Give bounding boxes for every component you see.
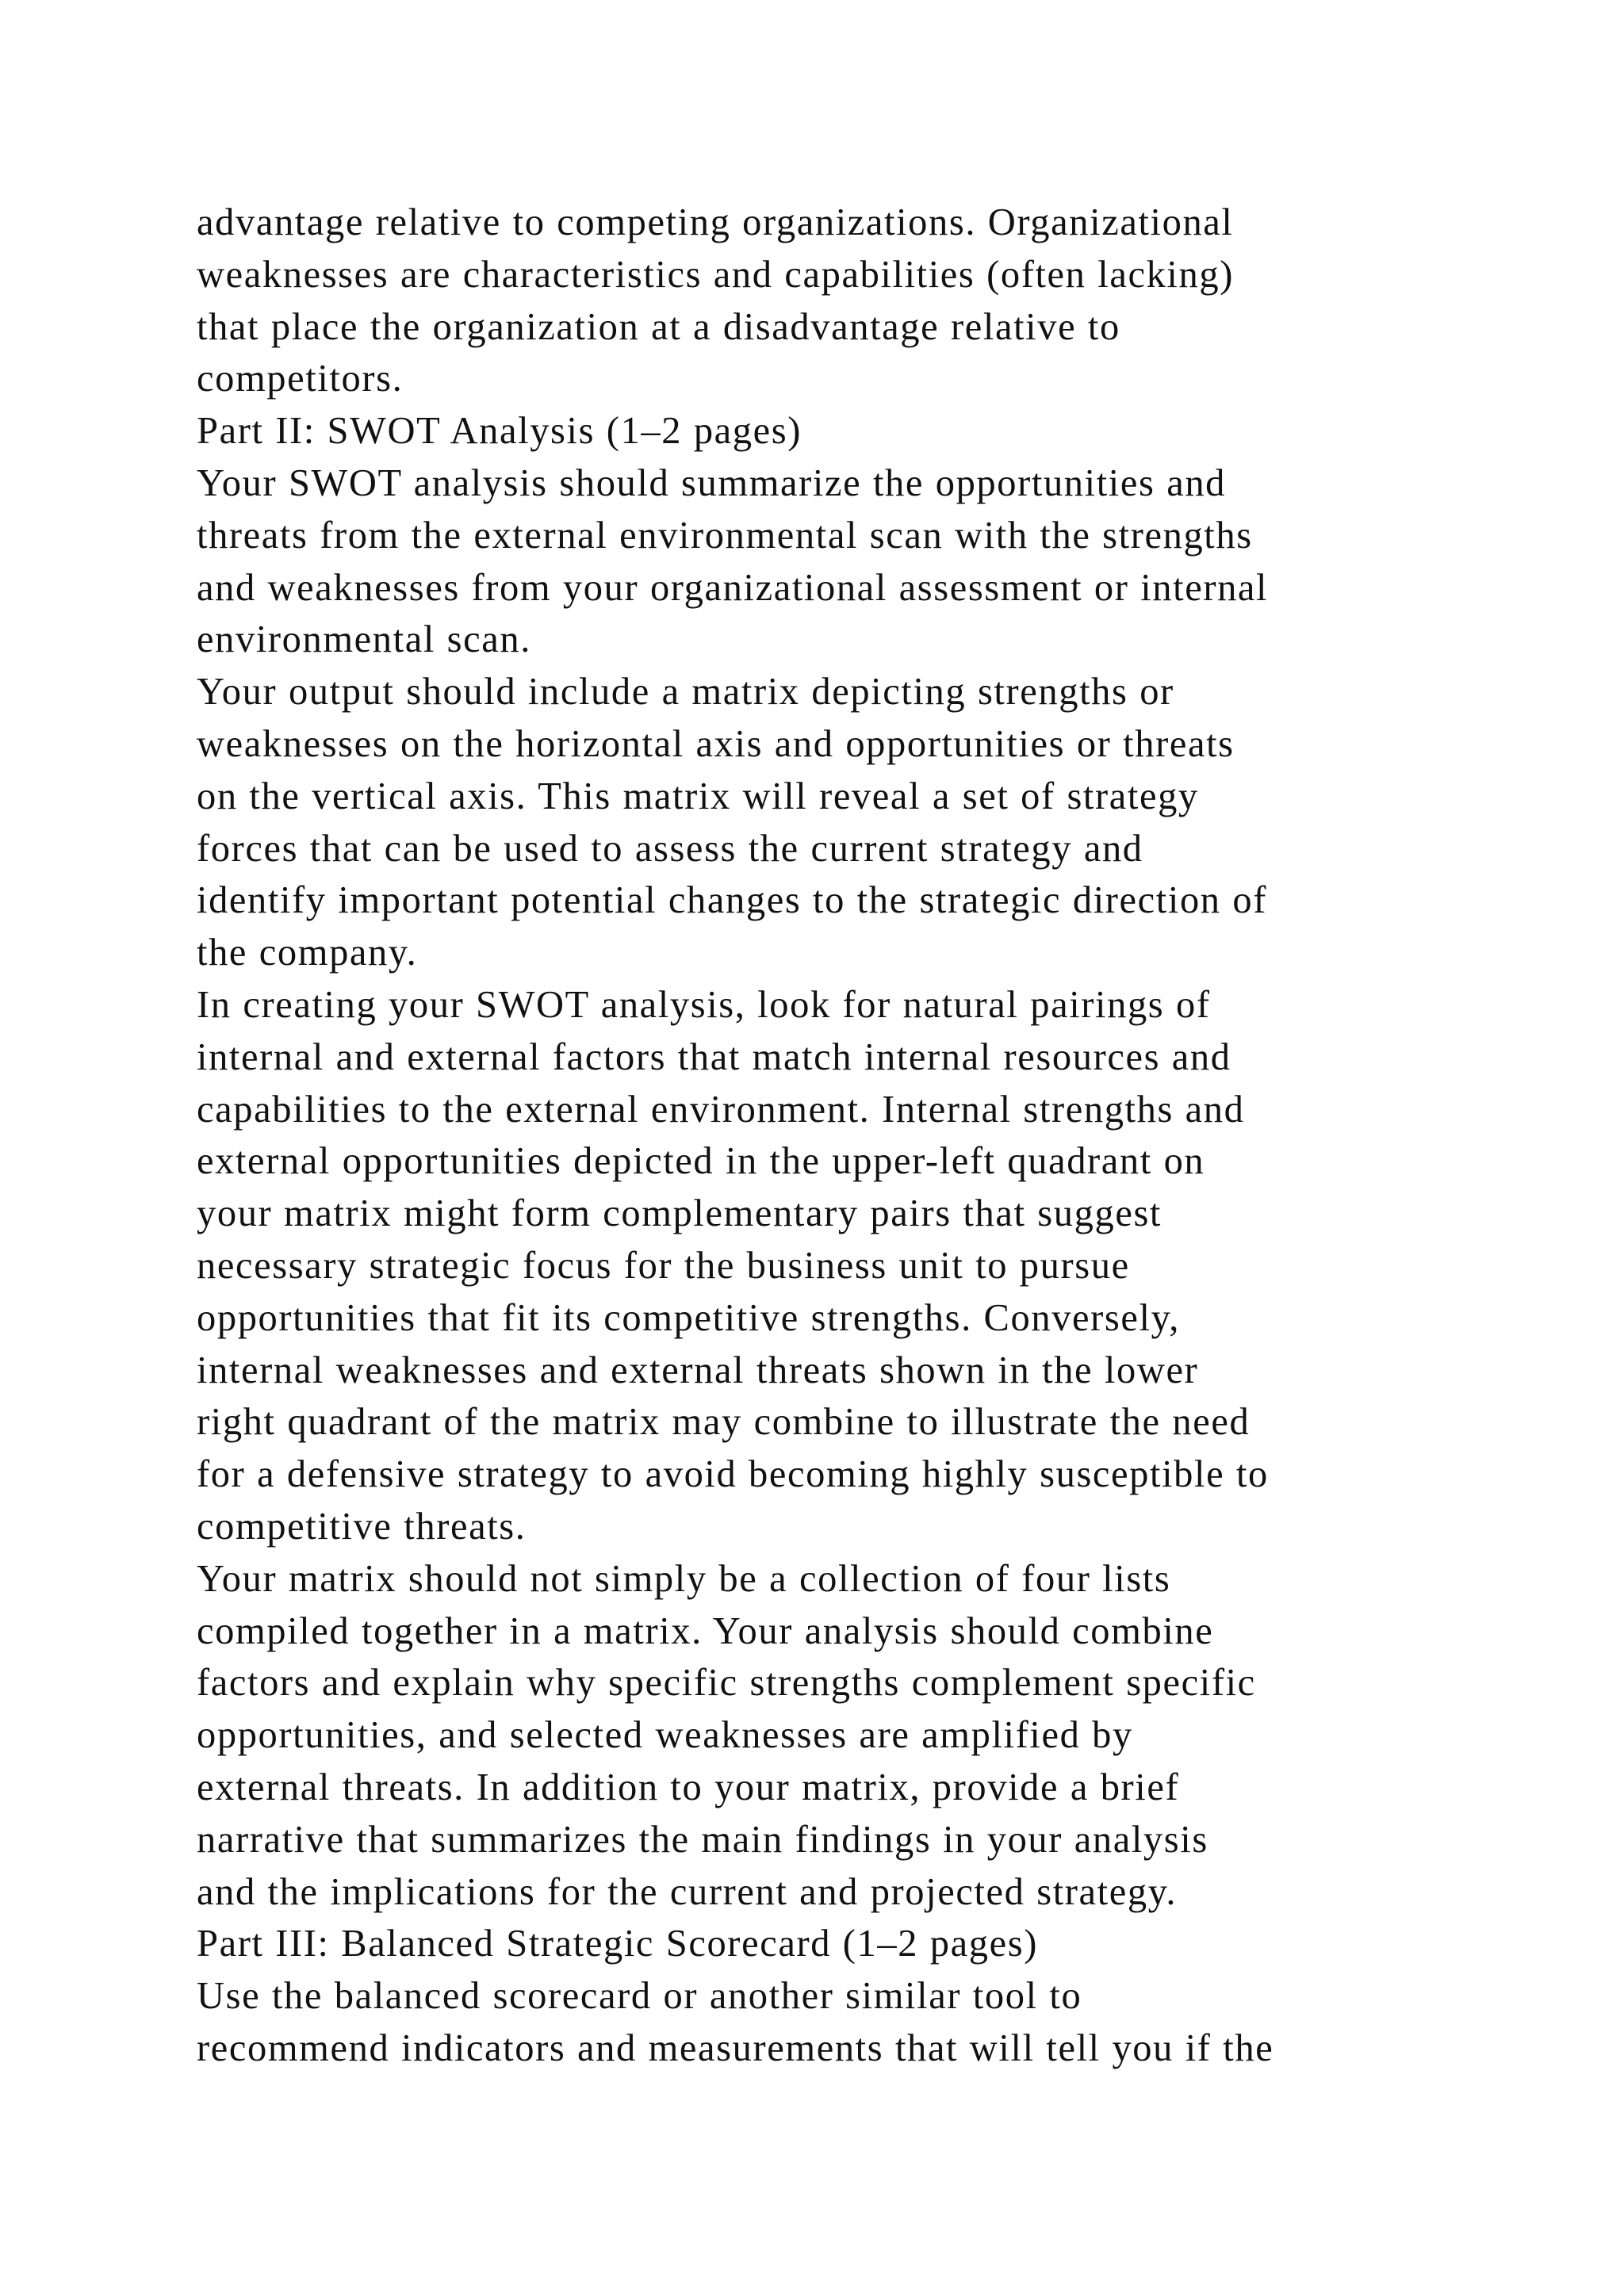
text-line: Your matrix should not simply be a collection of four lists — [197, 1557, 1171, 1600]
text-line: external threats. In addition to your matrix, provide a brief — [197, 1766, 1180, 1808]
text-line: environmental scan. — [197, 618, 531, 661]
text-line: competitive threats. — [197, 1505, 527, 1548]
text-line: your matrix might form complementary pairs that suggest — [197, 1192, 1162, 1235]
text-line: internal and external factors that match internal resources and — [197, 1035, 1231, 1078]
text-line: the company. — [197, 932, 418, 974]
text-line: In creating your SWOT analysis, look for natural pairings of — [197, 983, 1211, 1026]
text-line: for a defensive strategy to avoid becoming highly susceptible to — [197, 1453, 1269, 1496]
text-line: narrative that summarizes the main findings in your analysis — [197, 1818, 1208, 1861]
text-line: that place the organization at a disadvantage relative to — [197, 305, 1120, 348]
text-line: factors and explain why specific strengths complement specific — [197, 1662, 1256, 1705]
text-line: internal weaknesses and external threats shown in the lower — [197, 1349, 1199, 1391]
text-line: opportunities, and selected weaknesses are amplified by — [197, 1714, 1133, 1757]
text-line: Use the balanced scorecard or another similar tool to — [197, 1975, 1082, 2018]
text-line: opportunities that fit its competitive strengths. Conversely, — [197, 1296, 1181, 1339]
text-line: capabilities to the external environment. Internal strengths and — [197, 1088, 1245, 1131]
text-line: and the implications for the current and projected strategy. — [197, 1870, 1178, 1913]
text-line: threats from the external environmental scan with the strengths — [197, 514, 1253, 557]
text-line: necessary strategic focus for the business unit to pursue — [197, 1244, 1130, 1287]
text-line: weaknesses on the horizontal axis and opportunities or threats — [197, 722, 1235, 765]
text-line: and weaknesses from your organizational assessment or internal — [197, 566, 1269, 609]
text-line: Your SWOT analysis should summarize the opportunities and — [197, 461, 1227, 504]
text-line: Your output should include a matrix depicting strengths or — [197, 671, 1174, 714]
text-line: recommend indicators and measurements that will tell you if the — [197, 2026, 1274, 2069]
text-line: weaknesses are characteristics and capabilities (often lacking) — [197, 253, 1234, 296]
document-body — [197, 197, 1513, 2075]
text-line: identify important potential changes to the strategic direction of — [197, 879, 1267, 922]
text-line: compiled together in a matrix. Your analysis should combine — [197, 1609, 1214, 1652]
text-line: forces that can be used to assess the current strategy and — [197, 827, 1143, 870]
section-heading-part-iii: Part III: Balanced Strategic Scorecard (1–2 pages) — [197, 1923, 1038, 1965]
text-line: on the vertical axis. This matrix will reveal a set of strategy — [197, 775, 1199, 817]
text-line: right quadrant of the matrix may combine to illustrate the need — [197, 1401, 1251, 1444]
text-line: competitors. — [197, 358, 404, 400]
section-heading-part-ii: Part II: SWOT Analysis (1–2 pages) — [197, 410, 802, 453]
text-line: advantage relative to competing organizations. Organizational — [197, 201, 1234, 243]
text-line: external opportunities depicted in the upper-left quadrant on — [197, 1140, 1205, 1183]
